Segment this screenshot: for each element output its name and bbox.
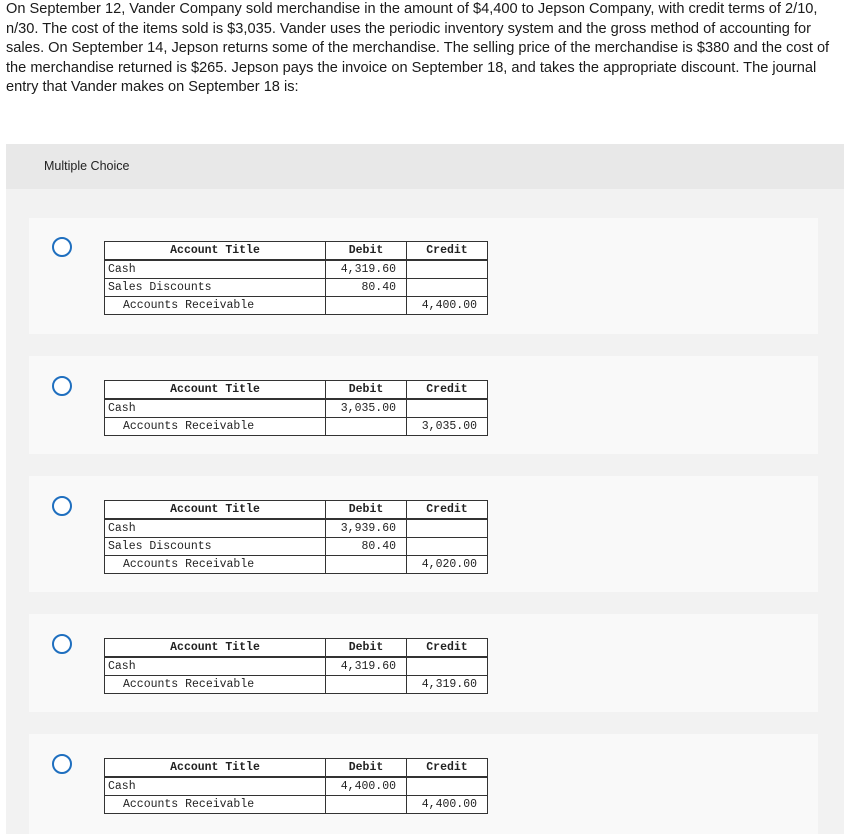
choice-option-5[interactable] <box>29 734 818 834</box>
journal-entry-table-4 <box>104 638 488 694</box>
choice-option-3[interactable] <box>29 476 818 592</box>
radio-button-4[interactable] <box>52 634 72 654</box>
credit-cell: 4,020.00 <box>407 556 488 574</box>
account-cell: Cash <box>105 657 326 676</box>
header-account-title: Account Title <box>105 381 326 400</box>
table-row <box>105 538 488 556</box>
question-text: On September 12, Vander Company sold merchandise in the amount of $4,400 to Jepson Company, with credit terms of 2/10, n/30. The cost of the items sold is $3,035. Vander uses the periodic inventory system and the gross method of accounting for sales. On September 14, Jepson returns some of the merchandise. The selling price of the merchandise is $380 and the cost of the merchandise returned is $265. Jepson pays the invoice on September 18, and takes the appropriate discount. The journal entry that Vander makes on September 18 is: <box>6 1 830 95</box>
account-cell: Accounts Receivable <box>105 676 326 694</box>
table-row <box>105 279 488 297</box>
header-credit: Credit <box>407 759 488 778</box>
table-row <box>105 418 488 436</box>
header-account-title: Account Title <box>105 639 326 658</box>
credit-cell <box>407 519 488 538</box>
header-account-title: Account Title <box>105 242 326 261</box>
table-row <box>105 260 488 279</box>
table-row <box>105 796 488 814</box>
debit-cell: 80.40 <box>326 538 407 556</box>
credit-cell: 4,400.00 <box>407 796 488 814</box>
credit-cell <box>407 399 488 418</box>
header-credit: Credit <box>407 639 488 658</box>
table-row <box>105 399 488 418</box>
multiple-choice-header <box>6 144 844 189</box>
header-account-title: Account Title <box>105 759 326 778</box>
choice-option-4[interactable] <box>29 614 818 712</box>
journal-entry-table-3 <box>104 500 488 574</box>
header-debit: Debit <box>326 242 407 261</box>
table-row <box>105 556 488 574</box>
header-debit: Debit <box>326 759 407 778</box>
debit-cell <box>326 796 407 814</box>
choice-option-2[interactable] <box>29 356 818 454</box>
account-cell: Cash <box>105 399 326 418</box>
account-cell: Accounts Receivable <box>105 418 326 436</box>
radio-button-1[interactable] <box>52 237 72 257</box>
radio-button-5[interactable] <box>52 754 72 774</box>
account-cell: Cash <box>105 260 326 279</box>
debit-cell: 4,319.60 <box>326 657 407 676</box>
account-cell: Sales Discounts <box>105 279 326 297</box>
debit-cell: 3,035.00 <box>326 399 407 418</box>
account-cell: Sales Discounts <box>105 538 326 556</box>
debit-cell <box>326 676 407 694</box>
radio-button-2[interactable] <box>52 376 72 396</box>
radio-button-3[interactable] <box>52 496 72 516</box>
account-cell: Accounts Receivable <box>105 556 326 574</box>
debit-cell: 3,939.60 <box>326 519 407 538</box>
header-account-title: Account Title <box>105 501 326 520</box>
account-cell: Accounts Receivable <box>105 796 326 814</box>
account-cell: Cash <box>105 777 326 796</box>
table-row <box>105 297 488 315</box>
account-cell: Accounts Receivable <box>105 297 326 315</box>
credit-cell <box>407 279 488 297</box>
credit-cell: 4,400.00 <box>407 297 488 315</box>
credit-cell <box>407 657 488 676</box>
header-credit: Credit <box>407 501 488 520</box>
header-debit: Debit <box>326 501 407 520</box>
table-row <box>105 657 488 676</box>
header-debit: Debit <box>326 639 407 658</box>
credit-cell <box>407 260 488 279</box>
debit-cell <box>326 556 407 574</box>
header-credit: Credit <box>407 242 488 261</box>
multiple-choice-label: Multiple Choice <box>44 159 130 173</box>
journal-entry-table-5 <box>104 758 488 814</box>
credit-cell <box>407 538 488 556</box>
credit-cell <box>407 777 488 796</box>
credit-cell: 3,035.00 <box>407 418 488 436</box>
debit-cell: 4,319.60 <box>326 260 407 279</box>
header-credit: Credit <box>407 381 488 400</box>
credit-cell: 4,319.60 <box>407 676 488 694</box>
choice-option-1[interactable] <box>29 218 818 334</box>
journal-entry-table-2 <box>104 380 488 436</box>
header-debit: Debit <box>326 381 407 400</box>
journal-entry-table-1 <box>104 241 488 315</box>
debit-cell <box>326 418 407 436</box>
table-row <box>105 519 488 538</box>
debit-cell: 80.40 <box>326 279 407 297</box>
table-row <box>105 777 488 796</box>
table-row <box>105 676 488 694</box>
debit-cell <box>326 297 407 315</box>
multiple-choice-panel <box>6 144 844 834</box>
debit-cell: 4,400.00 <box>326 777 407 796</box>
account-cell: Cash <box>105 519 326 538</box>
